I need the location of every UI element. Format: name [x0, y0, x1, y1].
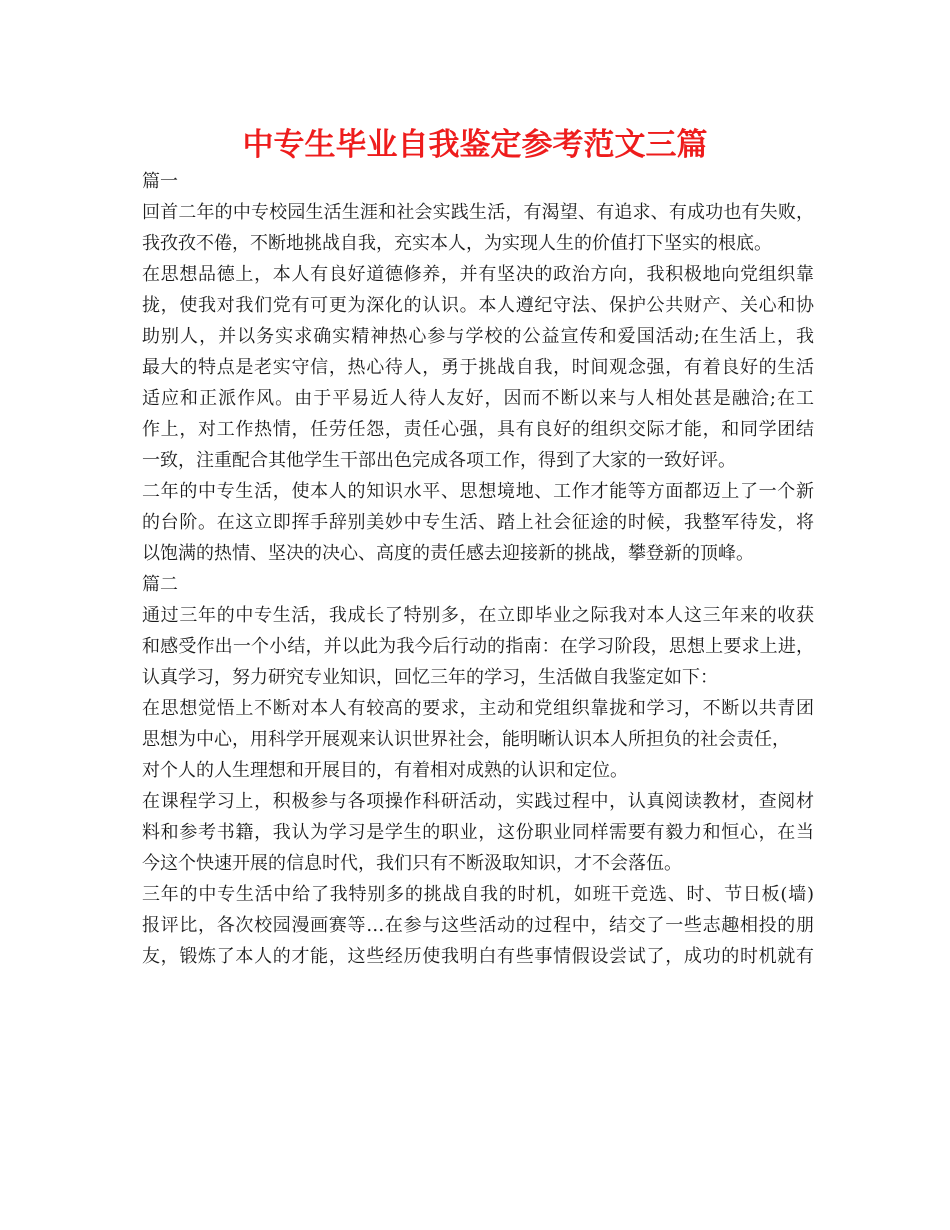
paragraph-line: 对个人的人生理想和开展目的，有着相对成熟的认识和定位。: [142, 760, 628, 781]
paragraph-line: 友，锻炼了本人的才能，这些经历使我明白有些事情假设尝试了，成功的时机就有: [142, 946, 814, 967]
paragraph-line: 拢，使我对我们党有可更为深化的认识。本人遵纪守法、保护公共财产、关心和协: [142, 295, 814, 316]
paragraph-line: 助别人，并以务实求确实精神热心参与学校的公益宣传和爱国活动;在生活上，我: [142, 326, 814, 347]
paragraph-line: 三年的中专生活中给了我特别多的挑战自我的时机，如班干竞选、时、节日板(墙): [142, 884, 814, 905]
section-heading-1: 篇一: [142, 171, 178, 192]
paragraph-line: 和感受作出一个小结，并以此为我今后行动的指南：在学习阶段，思想上要求上进，: [142, 636, 814, 657]
paragraph-line: 认真学习，努力研究专业知识，回忆三年的学习，生活做自我鉴定如下：: [142, 667, 718, 688]
paragraph-line: 以饱满的热情、坚决的决心、高度的责任感去迎接新的挑战，攀登新的顶峰。: [142, 543, 754, 564]
paragraph-line: 报评比，各次校园漫画赛等…在参与这些活动的过程中，结交了一些志趣相投的朋: [142, 915, 814, 936]
paragraph-line: 在课程学习上，积极参与各项操作科研活动，实践过程中，认真阅读教材，查阅材: [142, 791, 814, 812]
paragraph-line: 通过三年的中专生活，我成长了特别多，在立即毕业之际我对本人这三年来的收获: [142, 605, 814, 626]
paragraph-line: 料和参考书籍，我认为学习是学生的职业，这份职业同样需要有毅力和恒心，在当: [142, 822, 814, 843]
paragraph-line: 二年的中专生活，使本人的知识水平、思想境地、工作才能等方面都迈上了一个新: [142, 481, 814, 502]
paragraph-line: 我孜孜不倦，不断地挑战自我，充实本人，为实现人生的价值打下坚实的根底。: [142, 233, 772, 254]
paragraph-line: 在思想觉悟上不断对本人有较高的要求，主动和党组织靠拢和学习，不断以共青团: [142, 698, 814, 719]
paragraph-line: 最大的特点是老实守信，热心待人，勇于挑战自我，时间观念强，有着良好的生活: [142, 357, 814, 378]
paragraph-line: 回首二年的中专校园生活生涯和社会实践生活，有渴望、有追求、有成功也有失败，: [142, 202, 814, 223]
paragraph-line: 今这个快速开展的信息时代，我们只有不断汲取知识，才不会落伍。: [142, 853, 682, 874]
paragraph-line: 适应和正派作风。由于平易近人待人友好，因而不断以来与人相处甚是融洽;在工: [142, 388, 814, 409]
paragraph-line: 思想为中心，用科学开展观来认识世界社会，能明晰认识本人所担负的社会责任，: [142, 729, 790, 750]
document-title: 中专生毕业自我鉴定参考范文三篇: [242, 127, 708, 163]
paragraph-line: 在思想品德上，本人有良好道德修养，并有坚决的政治方向，我积极地向党组织靠: [142, 264, 814, 285]
paragraph-line: 作上，对工作热情，任劳任怨，责任心强，具有良好的组织交际才能，和同学团结: [142, 419, 814, 440]
document-body: [142, 166, 814, 972]
paragraph-line: 的台阶。在这立即挥手辞别美妙中专生活、踏上社会征途的时候，我整军待发，将: [142, 512, 814, 533]
paragraph-line: 一致，注重配合其他学生干部出色完成各项工作，得到了大家的一致好评。: [142, 450, 736, 471]
section-heading-2: 篇二: [142, 574, 178, 595]
